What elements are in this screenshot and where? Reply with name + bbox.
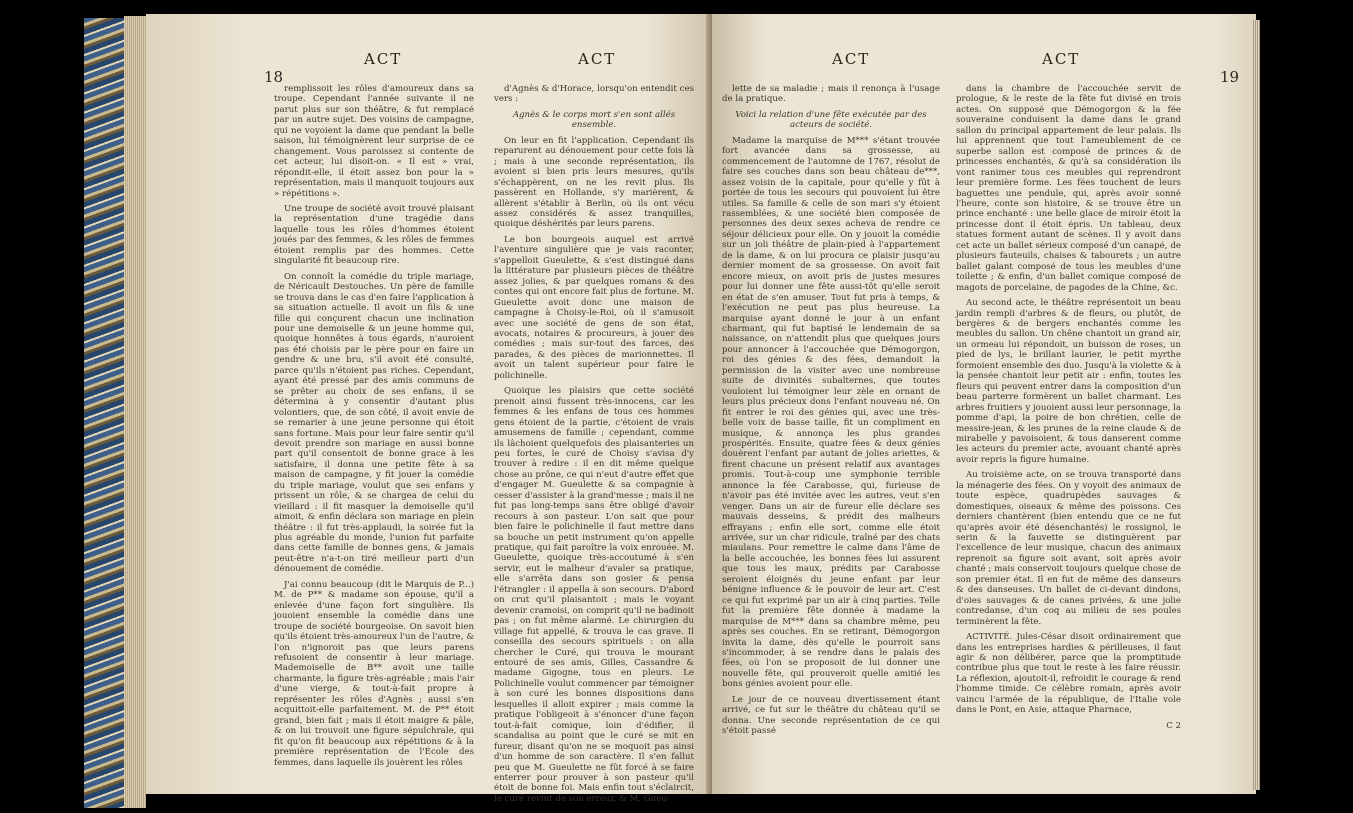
paragraph: d'Agnès & d'Horace, lorsqu'on entendit ces vers : — [494, 84, 694, 105]
left-page — [146, 14, 712, 804]
paragraph: Le jour de ce nouveau divertissement étant arrivé, ce fut sur le théâtre du château qu'il se donna. Une seconde représentation de ce qui s'étoit passé — [722, 694, 940, 737]
running-header-left-col2: ACT — [578, 50, 617, 68]
running-header-right-col2: ACT — [1042, 50, 1081, 68]
paragraph: remplissoit les rôles d'amoureux dans sa troupe. Cependant l'année suivante il ne parut plus sur son théâtre, & fut remplacé par un autre sujet. Des voisins de campagne, qui ne voyoient la dame que pendant la belle saison, lui témoignèrent leur surprise de ce changement. Vous paroissez si contente de cet acteur, lui disoit-on. « Il est » vrai, répondit-elle, il étoit assez bon pour la » représentation, mais il manquoit toujours aux » répétitions ». — [274, 84, 474, 199]
left-page-column-2 — [494, 84, 694, 809]
paragraph: ACTIVITÉ. Jules-César disoit ordinairement que dans les entreprises hardies & périlleuses, il faut agir & non délibérer, parce que la promptitude contribue plus que tout le reste à les faire réussir. La réflexion, ajoutoit-il, refroidit le courage & rend l'homme timide. Ce célèbre romain, après avoir vaincu l'armée de la république, de l'Italie vole dans le Pont, en Asie, attaque Pharnace, — [956, 632, 1181, 716]
paragraph: On leur en fit l'application. Cependant ils reparurent au dénouement pour cette fois là ; mais à une seconde représentation, ils avoient si bien pris leurs mesures, qu'ils s'échappèrent, on ne les revit plus. Ils passèrent en Hollande, s'y marièrent, & allèrent s'établir à Berlin, où ils ont vécu assez considérés & assez tranquilles, quoique déshérités par leurs parens. — [494, 135, 694, 230]
paragraph: Madame la marquise de M*** s'étant trouvée fort avancée dans sa grossesse, au commencement de l'automne de 1767, résolut de faire ses couches dans son beau château de***, assez voisin de la capitale, pour qu'elle y fût à portée de tous les secours qui pouvoient lui être utiles. Sa famille & celle de son mari s'y étoient rassemblées, & une société bien composée de personnes des deux sexes acheva de rendre ce séjour délicieux pour elle. On y jouoit la comédie sur un joli théâtre de plain-pied à l'appartement de la dame, & on lui procura ce plaisir jusqu'au dernier moment de sa grossesse. On avoit fait encore mieux, on avoit pris de justes mesures pour lui donner une fête aussi-tôt qu'elle seroit en état de s'en amuser. Tout fut pris à temps, & l'exécution ne peut pas plus heureuse. La marquise ayant donné le jour à un enfant charmant, qui fut baptisé le lendemain de sa naissance, on n'attendit plus que quelques jours pour annoncer à l'accouchée que Démogorgon, roi des génies & des fées, demandoit la permission de la visiter avec une nombreuse suite de divinités subalternes, que toutes vouloient lui témoigner leur zèle en ornant de leurs plus précieux dons l'enfant nouveau né. On fit entrer le roi des génies qui, avec une très-belle voix de basse taille, fit un compliment en musique, & annonça les plus grandes prospérités. Ensuite, quatre fées & deux génies douèrent l'enfant par autant de jolies ariettes, & firent chacune un présent relatif aux avantages promis. Tout-à-coup une symphonie terrible annonce la fée Carabosse, qui, furieuse de n'avoir pas été invitée avec les autres, veut s'en venger. Dans un air de fureur elle déclare ses mauvais desseins, & prédit des malheurs effrayans ; enfin elle sort, comme elle étoit arrivée, sur un char ridicule, traîné par des chats miaulans. Pour remettre le calme dans l'âme de la belle accouchée, les bonnes fées lui assurent que tous les maux, prédits par Carabosse seroient éloignés du jeune enfant par leur bénigne influence & le pouvoir de leur art. C'est ce qui fut exprimé par un air à cinq parties. Telle fut la première fête donnée à madame la marquise de M*** dans sa chambre même, peu après ses couches. En se retirant, Démogorgon invita la dame, dès qu'elle le pourroit sans s'incommoder, à se rendre dans le palais des fées, où l'on se proposoit de lui donner une nouvelle fête, qui prouveroit quelle amitié les bons génies avoient pour elle. — [722, 135, 940, 690]
paragraph: Quoique les plaisirs que cette société prenoit ainsi fussent très-innocens, car les femmes & les enfans de tous ces hommes gens étoient de la partie, c'étoient de vrais amusemens de famille ; cependant, comme ils lâchoient quelquefois des plaisanteries un peu fortes, le curé de Choisy s'avisa d'y trouver à redire : il en dit même quelque chose au prône, ce qui n'eut d'autre effet que d'engager M. Gueulette & sa compagnie à cesser d'assister à la grand'messe ; mais il ne fut pas long-temps sans être obligé d'avoir recours à son pasteur. L'on sait que pour bien faire le polichinelle il faut mettre dans sa bouche un petit instrument qu'on appelle pratique, qui fait paroître la voix enrouée. M. Gueulette, quoique très-accoutumé à s'en servir, eut le malheur d'avaler sa pratique, elle s'arrêta dans son gosier & pensa l'étrangler : il appella à son secours. D'abord on crut qu'il plaisantoit ; mais le voyant devenir cramoisi, on comprit qu'il ne badinoit pas ; on fut même alarmé. Le chirurgien du village fut appellé, & trouva le cas grave. Il conseilla des secours spirituels : on alla chercher le Curé, qui trouva le mourant entouré de ses amis, Gilles, Cassandre & madame Gigogne, tous en pleurs. Le Polichinelle voulut commencer par témoigner à son curé les bonnes dispositions dans lesquelles il alloit expirer ; mais comme la pratique l'obligeoit à s'énoncer d'une façon tout-à-fait comique, loin d'édifier, il scandalisa au point que le curé se mit en fureur, disant qu'on ne se moquoit pas ainsi d'un homme de son caractère. Il s'en fallut peu que M. Gueulette ne fût forcé à se faire enterrer pour prouver à son pasteur qu'il étoit de bonne foi. Mais enfin tout s'éclaircit, le curé revint de son erreur, & M. Gueu- — [494, 386, 694, 804]
section-heading: Voici la relation d'une fête exécutée par des acteurs de société. — [735, 109, 927, 131]
left-page-column-1 — [274, 84, 474, 773]
page-number-right: 19 — [1220, 68, 1240, 86]
running-header-right-col1: ACT — [832, 50, 871, 68]
page-number-left: 18 — [264, 68, 284, 86]
right-page-column-2 — [956, 84, 1181, 731]
book-fore-edge-left — [84, 18, 124, 808]
paragraph: lette de sa maladie ; mais il renonça à l'usage de la pratique. — [722, 84, 940, 105]
paragraph: dans la chambre de l'accouchée servit de prologue, & le reste de la fête fut divisé en trois actes. On supposé que Démogorgon & la fée souveraine conduisent la dame dans le grand sallon du principal appartement de leur palais. Ils lui apprennent que tout l'ameublement de ce superbe sallon est composé de princes & de princesses enchantés, & qu'à sa considération ils vont ranimer tous ces meubles qui reprendront leur première forme. Les fées touchent de leurs baguettes une pendule, qui, après avoir sonné l'heure, conte son histoire, & se trouve être un prince enchanté : une belle glace de miroir étoit la princesse dont il étoit épris. Un tableau, deux statues forment autant de scènes. Il y avoit dans cet acte un ballet sérieux composé d'un canapé, de plusieurs fauteuils, chaises & tabourets ; un autre ballet galant composé de tous les meubles d'une toilette ; & enfin, d'un ballet comique composé de magots de porcelaine, de pagodes de la Chine, &c. — [956, 84, 1181, 293]
running-header-left-col1: ACT — [364, 50, 403, 68]
paragraph: Le bon bourgeois auquel est arrivé l'aventure singulière que je vais raconter, s'appelloit Gueulette, & s'est distingué dans la littérature par plusieurs pièces de théâtre assez jolies, & par quelques romans & des contes qui ont encore fait plus de fortune. M. Gueulette avoit donc une maison de campagne à Choisy-le-Roi, où il s'amusoit avec une société de gens de son état, avocats, notaires & procureurs, à jouer des comédies ; mais sur-tout des farces, des parades, & des pièces de marionnettes. Il avoit un talent supérieur pour faire le polichinelle. — [494, 234, 694, 381]
right-page — [712, 14, 1256, 794]
right-page-column-1 — [722, 84, 940, 742]
paragraph: On connoît la comédie du triple mariage, de Néricault Destouches. Un père de famille se trouva dans le cas d'en faire l'application à sa situation actuelle. Il avoit un fils & une fille qui conçurent chacun une inclination pour une demoiselle & un jeune homme qui, quoique honnêtes à tous égards, n'auroient pas été choisis par le père pour en faire un gendre & une bru, s'il avoit été consulté, parce qu'ils n'étoient pas riches. Cependant, ayant été pressé par des amis communs de se prêter au choix de ses enfans, il se détermina à y consentir d'autant plus volontiers, que, de son côté, il avoit envie de se remarier à une jeune personne qui étoit sans fortune. Mais pour leur faire sentir qu'il devoit prendre son mariage en aussi bonne part qu'il consentoit de bonne grace à les satisfaire, il donna une petite fête à sa maison de campagne, y fit jouer la comédie du triple mariage, voulut que ses enfans y prissent un rôle, & se chargea de celui du vieillard : il fit masquer la demoiselle qu'il aimoit, & enfin déclara son mariage en plein théâtre : il fut très-applaudi, la soirée fut la plus agréable du monde, l'union fut parfaite dans cette famille de bonnes gens, & jamais peut-être n'a-t-on tiré meilleur parti d'un dénouement de comédie. — [274, 271, 474, 575]
book-page-stack-right — [1252, 20, 1260, 790]
paragraph: Au second acte, le théâtre représentoit un beau jardin rempli d'arbres & de fleurs, ou plutôt, de bergères & de bergers enchantés comme les meubles du sallon. Un chêne chantoit un grand air, un ormeau lui répondoit, un buisson de roses, un pied de lys, le brillant laurier, le petit myrthe formoient ensemble des duo. Jusqu'à la violette & à la pensée chantoit leur petit air : enfin, toutes les fleurs qui peuvent entrer dans la composition d'un beau parterre formèrent un ballet charmant. Les arbres fruitiers y jouoient aussi leur personnage, la pomme d'api, la poire de bon chrétien, celle de messire-jean, & les prunes de la reine claude & de mirabelle y pavoisoient, & tous danserent comme les acteurs du premier acte, avouant chanté après avoir repris la figure humaine. — [956, 298, 1182, 465]
verse-quote: Agnès & le corps mort s'en sont allés ensemble. — [512, 109, 676, 131]
paragraph: Au troisième acte, on se trouva transporté dans la ménagerie des fées. On y voyoit des animaux de toute espèce, quadrupèdes sauvages & domestiques, oiseaux & même des poissons. Ces derniers chantèrent (bien entendu que ce ne fut qu'après avoir été désenchantés) le rossignol, le serin & la fauvette se distinguèrent par l'excellence de leur musique, chacun des animaux reprenoit sa figure soit avant, soit après avoir chanté ; mais conservoit toujours quelque chose de son premier état. Il en fut de même des danseurs & des danseuses. Un ballet de ci-devant dindons, d'oies sauvages & de canes privées, & une jolie contredanse, d'un coq au milieu de ses poules terminèrent la fête. — [956, 470, 1181, 627]
book-page-stack-left — [124, 16, 146, 808]
paragraph: Une troupe de société avoit trouvé plaisant la représentation d'une tragédie dans laquelle tous les rôles d'hommes étoient joués par des femmes, & les rôles de femmes étoient remplis par des hommes. Cette singularité fit beaucoup rire. — [274, 203, 474, 267]
paragraph: J'ai connu beaucoup (dit le Marquis de P...) M. de P** & madame son épouse, qu'il a enlevée d'une façon fort singulière. Ils jouoient ensemble la comédie dans une troupe de société bourgeoise. On savoit bien qu'ils étoient très-amoureux l'un de l'autre, & l'on n'ignoroit pas que leurs parens refusoient de consentir à leur mariage. Mademoiselle de B** avoit une taille charmante, la figure très-agréable ; mais l'air d'une vierge, & tout-à-fait propre à représenter les rôles d'Agnès ; aussi s'en acquittoit-elle parfaitement. M. de P** étoit grand, bien fait ; mais il étoit maigre & pâle, & on lui trouvoit une figure sépulchrale, qui fit qu'on fit beaucoup aux répétitions & à la première représentation de l'École des femmes, dans laquelle ils jouèrent les rôles — [274, 579, 474, 768]
signature-mark: C 2 — [1166, 720, 1181, 731]
